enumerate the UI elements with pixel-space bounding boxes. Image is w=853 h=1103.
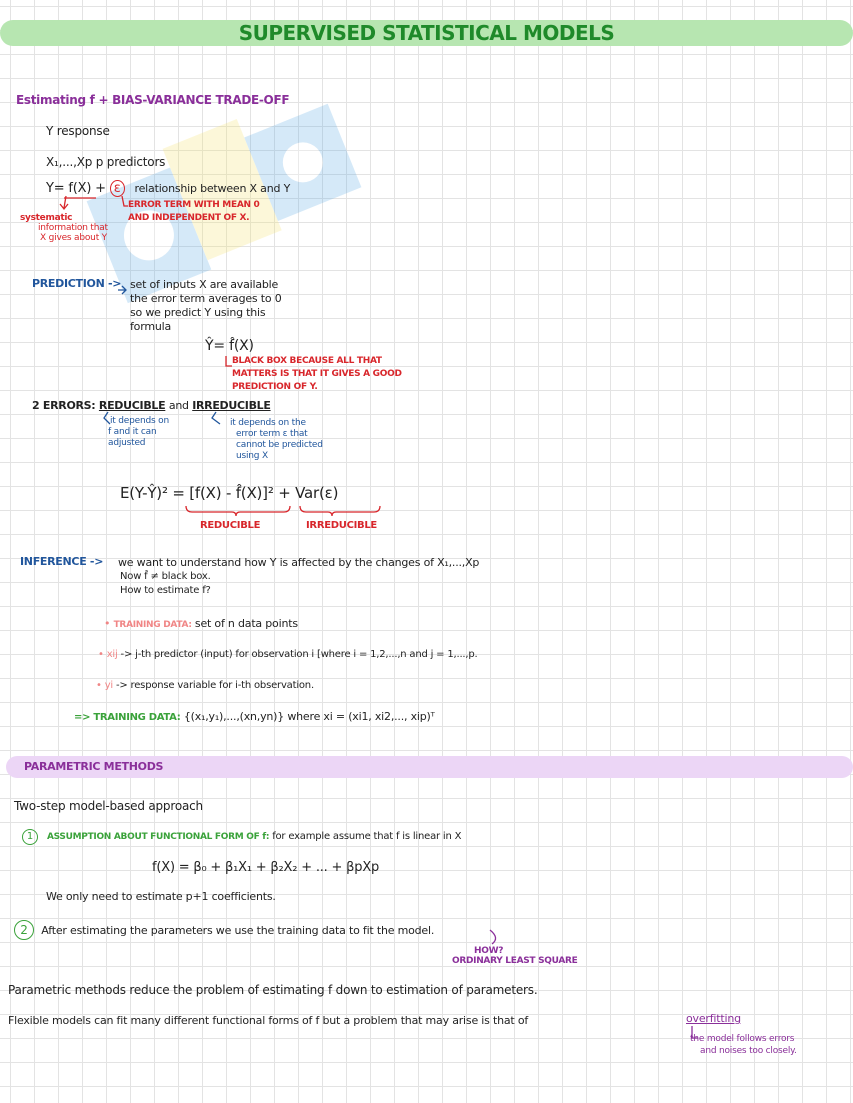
overfitting-note-1: the model follows errors [690, 1034, 795, 1044]
inference-line-1: we want to understand how Y is affected by the changes of X₁,...,Xp [118, 556, 480, 569]
step-1-number: 1 [22, 829, 38, 845]
reducible-label: REDUCIBLE [98, 399, 166, 412]
irreducible-note-1: it depends on the [230, 418, 306, 428]
black-box-note-3: PREDICTION OF Y. [232, 382, 318, 392]
bullet-dot: • [104, 617, 111, 630]
systematic-note-1: information that [38, 223, 108, 233]
errors-label: 2 ERRORS: [32, 399, 96, 412]
black-box-hook [226, 356, 232, 366]
reducible-note-2: f and it can [108, 427, 157, 437]
irreducible-hook [212, 412, 220, 424]
parametric-heading: PARAMETRIC METHODS [24, 760, 164, 773]
irreducible-label: IRREDUCIBLE [192, 399, 271, 412]
prediction-line-3: so we predict Y using this [130, 306, 266, 319]
training-data-set-text: {(x₁,y₁),...,(xn,yn)} where xi = (xi1, xi2,..., xip)ᵀ [183, 710, 435, 723]
systematic-note-2: X gives about Y [40, 233, 107, 243]
error-decomposition-equation: E(Y-Ŷ)² = [f(X) - f̂(X)]² + Var(ε) [120, 484, 339, 502]
epsilon-term: ε [110, 180, 125, 197]
xij-text: -> j-th predictor (input) for observation i [where i = 1,2,...,n and j = 1,...,p. [120, 649, 478, 660]
training-data-label: TRAINING DATA: [113, 620, 192, 630]
reducible-brace [186, 506, 290, 516]
error-term-note-1: ERROR TERM WITH MEAN 0 [128, 200, 260, 210]
irreducible-brace [300, 506, 380, 516]
reducible-hook [104, 412, 110, 424]
prediction-line-1: set of inputs X are available [130, 278, 279, 291]
prediction-line-4: formula [130, 320, 172, 333]
linear-formula: f(X) = β₀ + β₁X₁ + β₂X₂ + ... + βpXp [152, 860, 380, 875]
reducible-note-1: it depends on [110, 416, 169, 426]
page-title: SUPERVISED STATISTICAL MODELS [238, 21, 615, 45]
error-term-note-2: AND INDEPENDENT OF X. [128, 213, 250, 223]
flexible-models-text: Flexible models can fit many different functional forms of f but a problem that may arise is that of [8, 1014, 529, 1027]
x-predictors-line: X₁,...,Xp p predictors [46, 155, 166, 169]
irreducible-note-4: using X [236, 451, 268, 461]
how-question: HOW? [474, 946, 504, 956]
irreducible-note-3: cannot be predicted [236, 440, 323, 450]
black-box-note-1: BLACK BOX BECAUSE ALL THAT [232, 356, 382, 366]
inference-line-2: Now f̂ ≠ black box. [120, 571, 211, 582]
irreducible-brace-label: IRREDUCIBLE [306, 520, 377, 531]
bullet-dot: • [96, 680, 102, 691]
yi-text: -> response variable for i-th observation. [115, 680, 314, 691]
step-1-text: for example assume that f is linear in X [272, 831, 462, 842]
overfitting-word: overfitting [686, 1012, 741, 1025]
prediction-label: PREDICTION -> [32, 277, 122, 290]
parametric-reduce-text: Parametric methods reduce the problem of estimating f down to estimation of parameters. [8, 983, 538, 997]
xij-label: xij [106, 649, 118, 660]
step-1-label: ASSUMPTION ABOUT FUNCTIONAL FORM OF f: [46, 832, 270, 842]
prediction-line-2: the error term averages to 0 [130, 292, 282, 305]
irreducible-note-2: error term ε that [236, 429, 308, 439]
yi-label: yi [104, 680, 113, 691]
step-2-text: After estimating the parameters we use the training data to fit the model. [41, 924, 435, 937]
how-hook [490, 930, 496, 944]
section-heading-estimating-f: Estimating f + BIAS-VARIANCE TRADE-OFF [16, 93, 290, 107]
overfitting-note-2: and noises too closely. [700, 1046, 797, 1056]
bullet-dot: • [98, 649, 104, 660]
step-2-number: 2 [14, 920, 34, 940]
reducible-brace-label: REDUCIBLE [200, 520, 261, 531]
inference-line-3: How to estimate f? [120, 585, 211, 596]
equation-relationship: relationship between X and Y [134, 182, 291, 195]
prediction-arrow [118, 286, 126, 294]
training-data-set-label: => TRAINING DATA: [74, 712, 181, 723]
two-step-intro: Two-step model-based approach [14, 799, 203, 813]
overfitting-hook [692, 1026, 698, 1038]
prediction-formula: Ŷ= f̂(X) [205, 338, 254, 354]
black-box-note-2: MATTERS IS THAT IT GIVES A GOOD [232, 369, 402, 379]
only-need-estimate: We only need to estimate p+1 coefficients. [46, 890, 276, 903]
and-word: and [168, 399, 189, 412]
systematic-label: systematic [20, 213, 73, 223]
error-hook [122, 196, 128, 206]
training-data-text: set of n data points [194, 617, 298, 630]
ordinary-least-square: ORDINARY LEAST SQUARE [452, 956, 578, 966]
reducible-note-3: adjusted [108, 438, 146, 448]
inference-label: INFERENCE -> [20, 555, 104, 568]
y-response-line: Y response [46, 124, 110, 138]
equation-left: Y= f(X) + [46, 181, 106, 196]
